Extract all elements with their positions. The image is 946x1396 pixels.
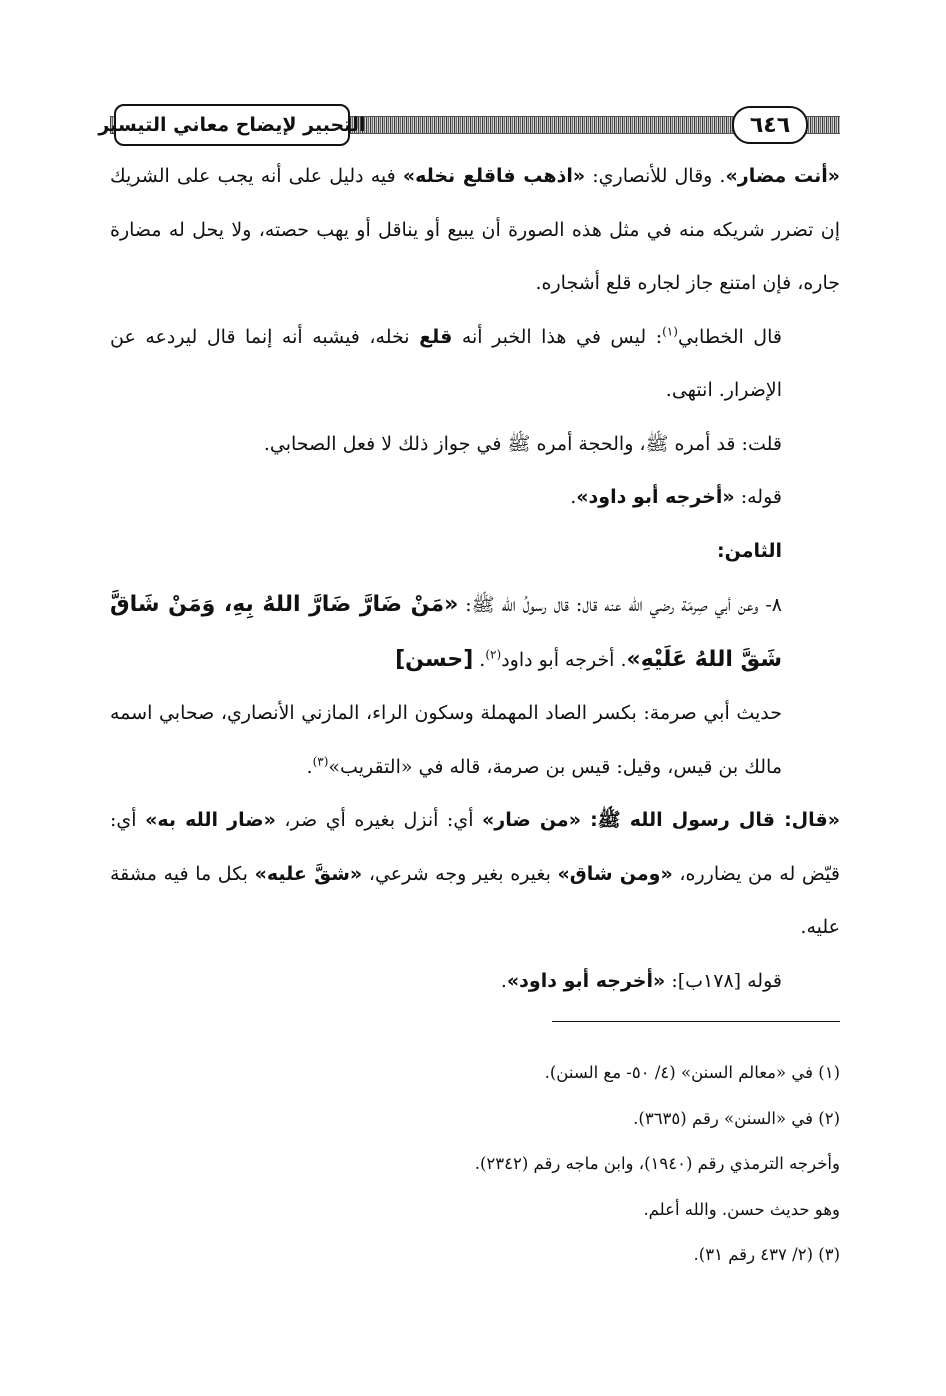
main-text: [110, 150, 840, 1008]
footnote-2: (٢) في «السنن» رقم (٣٦٣٥).: [633, 1108, 840, 1128]
footnote-ref-3[interactable]: (٣): [312, 754, 329, 769]
p9-bold: «أخرجه أبو داود»: [506, 969, 666, 992]
p2-text-1: قال الخطابي: [677, 325, 782, 348]
footnote-divider: [552, 1021, 840, 1022]
p8-text-3: بغيره بغير وجه شرعي،: [362, 862, 558, 885]
p9-text-1: قوله [١٧٨ب]:: [665, 969, 782, 992]
paragraph-2: [110, 311, 840, 418]
p7-text-2: .: [306, 755, 313, 778]
p1-text-1: . وقال للأنصاري:: [585, 165, 726, 187]
p4-bold: «أخرجه أبو داود»: [576, 486, 735, 508]
footnote-ref-1[interactable]: (١): [662, 324, 678, 339]
book-title: التحبير لإيضاح معاني التيسير: [114, 104, 350, 146]
footnotes: [110, 1050, 840, 1278]
hadith-sep: .: [473, 648, 486, 671]
p8-bold-3: «ومن شاق»: [557, 862, 673, 885]
p8-text-4: بكل ما فيه مشقة عليه.: [110, 862, 840, 938]
footnote-1: (١) في «معالم السنن» (٤/ ٥٠- مع السنن).: [544, 1063, 840, 1082]
paragraph-3: قلت: قد أمره ﷺ، والحجة أمره ﷺ في جواز ذلك لا فعل الصحابي.: [263, 432, 782, 455]
running-header: [98, 100, 840, 148]
p1-text-2: فيه دليل على أنه يجب على الشريك إن تضرر شريكه منه في مثل هذه الصورة أن يبيع أو يناقل أو يهب حصته، ولا يحل له مضارة جاره، فإن امتنع جاز لجاره قلع أشجاره.: [110, 165, 840, 294]
section-heading-text: الثامن:: [717, 539, 782, 562]
footnote-2-cont-b: وهو حديث حسن. والله أعلم.: [643, 1199, 840, 1219]
hadith-source: . أخرجه أبو داود: [501, 648, 627, 671]
p9-text-2: .: [500, 969, 507, 992]
footnote-2-cont-a: وأخرجه الترمذي رقم (١٩٤٠)، وابن ماجه رقم (٢٣٤٢).: [474, 1154, 840, 1173]
p2-text-2: : ليس في هذا الخبر أنه: [452, 325, 663, 348]
quote-uproot-palms: «اذهب فاقلع نخله»: [402, 165, 586, 187]
hadith-intro: ٨- وعن أبي صِرمَة رضي الله عنه قال: قال رسولُ الله ﷺ:: [458, 594, 782, 616]
p8-text-1: أي: أنزل بغيره أي ضر،: [275, 809, 483, 831]
paragraph-7: [110, 687, 840, 794]
hadith-text: «مَنْ ضَارَّ ضَارَّ اللهُ بِهِ، وَمَنْ شَاقَّ شَقَّ اللهُ عَلَيْهِ»: [110, 592, 782, 672]
p4-text-2: .: [570, 486, 577, 508]
page-number: ٦٤٦: [732, 106, 808, 144]
p8-text-2: أي: قيّض له من يضارره،: [110, 809, 840, 885]
p2-bold-word: قلع: [419, 325, 453, 348]
p8-bold-1: «قال: قال رسول الله ﷺ: «من ضار»: [482, 809, 840, 831]
paragraph-9: [110, 955, 840, 1009]
footnote-ref-2[interactable]: (٢): [485, 647, 502, 662]
paragraph-1: [110, 150, 840, 311]
p8-bold-4: «شقَّ عليه»: [254, 862, 363, 885]
footnote-3: (٣) (٢/ ٤٣٧ رقم ٣١).: [693, 1245, 840, 1264]
paragraph-hadith: [110, 578, 840, 687]
p8-bold-2: «ضار الله به»: [145, 809, 276, 831]
hadith-grade: [حسن]: [395, 646, 474, 672]
section-heading-eighth: [110, 525, 840, 579]
p7-text-1: حديث أبي صرمة: بكسر الصاد المهملة وسكون الراء، المازني الأنصاري، صحابي اسمه مالك بن قيس، وقيل: قيس بن صرمة، قاله في «التقريب»: [110, 702, 782, 778]
quote-anta-mudar: «أنت مضار»: [725, 165, 841, 187]
paragraph-4: [110, 471, 840, 525]
p2-text-3: نخله، فيشبه أنه إنما قال ليردعه عن الإضرار. انتهى.: [110, 325, 782, 401]
p4-text-1: قوله:: [734, 486, 782, 508]
paragraph-8: [110, 794, 840, 955]
